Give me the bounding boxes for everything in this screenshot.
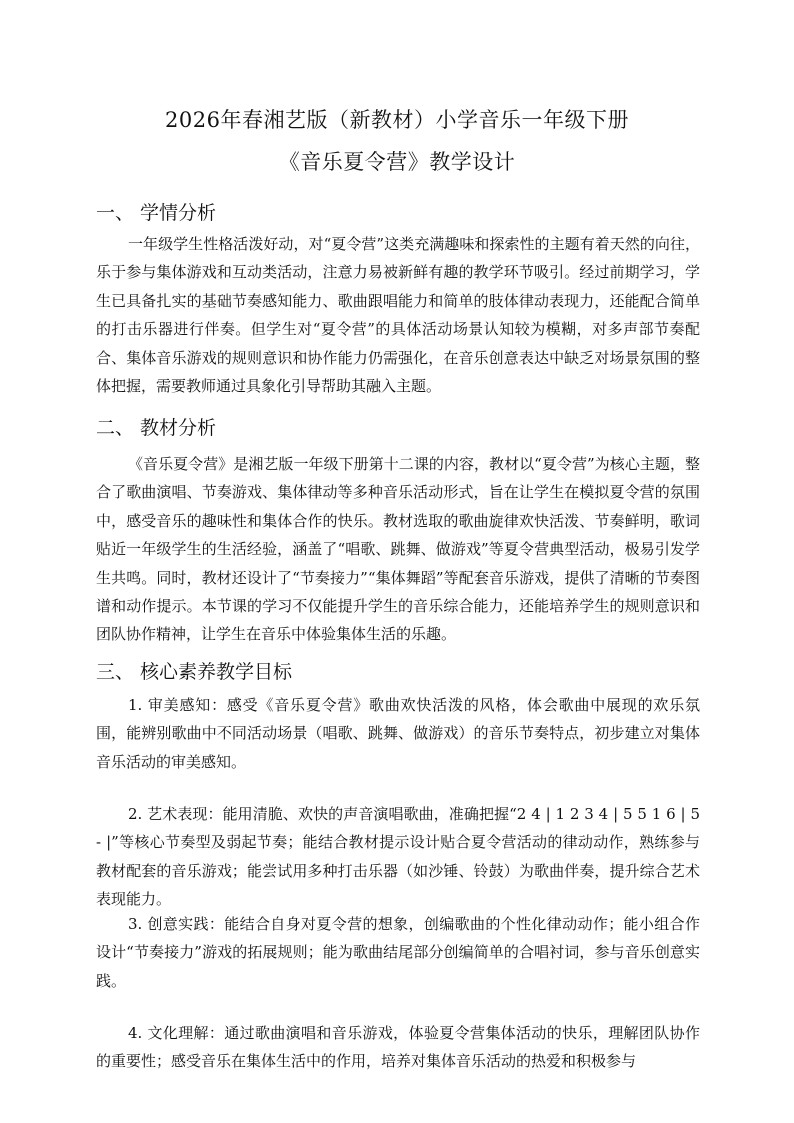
goal-item-cultural-understanding: 4. 文化理解：通过歌曲演唱和音乐游戏，体验夏令营集体活动的快乐，理解团队协作的重要性；感受音乐在集体生活中的作用，培养对集体音乐活动的热爱和积极参与 [96, 1024, 700, 1071]
goal-item-aesthetic-perception: 1. 审美感知：感受《音乐夏令营》歌曲欢快活泼的风格，体会歌曲中展现的欢乐氛围，能辨别歌曲中不同活动场景（唱歌、跳舞、做游戏）的音乐节奏特点，初步建立对集体音乐活动的审美感知。 [96, 696, 700, 771]
goal-item-artistic-expression: 2. 艺术表现：能用清脆、欢快的声音演唱歌曲，准确把握“2 4 | 1 2 3 4 | 5 5 1 6 | 5 - |”等核心节奏型及弱起节奏；能结合教材提示设计贴合夏令营活动的律动动作，熟练参与教材配套的音乐游戏；能尝试用多种打击乐器（如沙锤、铃鼓）为歌曲伴奏，提升综合艺术表现能力。 [96, 805, 700, 909]
goal-item-creative-practice: 3. 创意实践：能结合自身对夏令营的想象，创编歌曲的个性化律动动作；能小组合作设计“节奏接力”游戏的拓展规则；能为歌曲结尾部分创编简单的合唱衬词，参与音乐创意实践。 [96, 915, 700, 990]
section-paragraph-textbook-analysis: 《音乐夏令营》是湘艺版一年级下册第十二课的内容，教材以“夏令营”为核心主题，整合了歌曲演唱、节奏游戏、集体律动等多种音乐活动形式，旨在让学生在模拟夏令营的氛围中，感受音乐的趣味性和集体合作的快乐。教材选取的歌曲旋律欢快活泼、节奏鲜明，歌词贴近一年级学生的生活经验，涵盖了“唱歌、跳舞、做游戏”等夏令营典型活动，极易引发学生共鸣。同时，教材还设计了“节奏接力”“集体舞蹈”等配套音乐游戏，提供了清晰的节奏图谱和动作提示。本节课的学习不仅能提升学生的音乐综合能力，还能培养学生的规则意识和团队协作精神，让学生在音乐中体验集体生活的乐趣。 [96, 455, 700, 644]
section-paragraph-learner-analysis: 一年级学生性格活泼好动，对“夏令营”这类充满趣味和探索性的主题有着天然的向往，乐于参与集体游戏和互动类活动，注意力易被新鲜有趣的教学环节吸引。经过前期学习，学生已具备扎实的基础节奏感知能力、歌曲跟唱能力和简单的肢体律动表现力，还能配合简单的打击乐器进行伴奏。但学生对“夏令营”的具体活动场景认知较为模糊，对多声部节奏配合、集体音乐游戏的规则意识和协作能力仍需强化，在音乐创意表达中缺乏对场景氛围的整体把握，需要教师通过具象化引导帮助其融入主题。 [96, 235, 700, 396]
section-heading-textbook-analysis: 二、 教材分析 [96, 417, 217, 439]
section-heading-teaching-goals: 三、 核心素养教学目标 [96, 661, 293, 683]
document-title: 2026年春湘艺版（新教材）小学音乐一年级下册 [165, 108, 629, 132]
section-heading-learner-analysis: 一、 学情分析 [96, 202, 217, 224]
document-subtitle: 《音乐夏令营》教学设计 [278, 150, 516, 174]
